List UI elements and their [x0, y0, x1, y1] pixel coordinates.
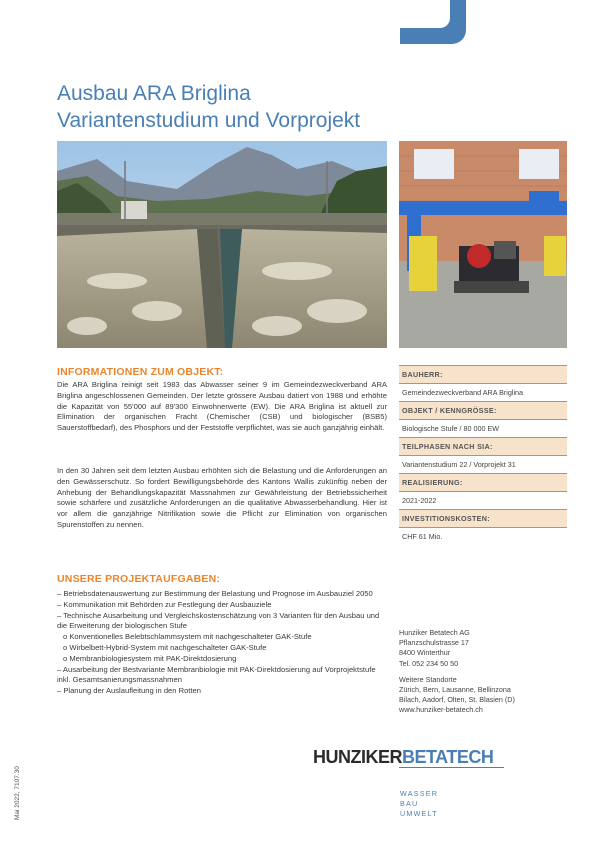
- logo-part-1: HUNZIKER: [313, 747, 402, 767]
- tagline-item: UMWELT: [400, 809, 438, 818]
- list-item: o Membranbiologiesystem mit PAK-Direktdosierung: [63, 653, 237, 663]
- company-logo: [313, 747, 493, 769]
- info-heading: INFORMATIONEN ZUM OBJEKT:: [57, 366, 224, 378]
- investment-label: INVESTITIONSKOSTEN:: [399, 509, 567, 527]
- object-value: Biologische Stufe / 80 000 EW: [399, 419, 567, 437]
- title-line-1: Ausbau ARA Briglina: [57, 82, 251, 105]
- document-date-ref: Mai 2022, 7107.30: [14, 766, 21, 820]
- contact-block: [399, 628, 567, 716]
- info-paragraph-1: Die ARA Briglina reinigt seit 1983 das Abwasser seiner 9 im Gemeindezweckverband ARA Briglina angeschlossenen Gemeinden. Der letzte grössere Ausbau datiert von 1988 und erhöhte die Kapazität von 55'000 auf 89'300 Einwohnerwerte (EW). Die ARA Briglina ist aktuell zur Elimination der organischen Fracht (Chemischer (CSB) und biologischer (BSB5) Sauerstoffbedarf), des Phosphors und der Feststoffe verpflichtet, was sie auch ganzjährig einhält.: [57, 380, 387, 433]
- tagline-item: WASSER: [400, 789, 439, 798]
- project-facts-box: [399, 365, 567, 545]
- phone-number: Tel. 052 234 50 50: [399, 658, 459, 668]
- logo-underline: [399, 767, 504, 768]
- tasks-heading: UNSERE PROJEKTAUFGABEN:: [57, 573, 221, 585]
- list-item: – Kommunikation mit Behörden zur Festlegung der Ausbauziele: [57, 599, 272, 609]
- object-label: OBJEKT / KENNGRÖSSE:: [399, 401, 567, 419]
- tagline-item: BAU: [400, 799, 419, 808]
- page-title: [57, 80, 417, 134]
- phases-label: TEILPHASEN NACH SIA:: [399, 437, 567, 455]
- company-name: Hunziker Betatech AG: [399, 628, 470, 637]
- phases-value: Variantenstudium 22 / Vorprojekt 31: [399, 455, 567, 473]
- logo-part-2: BETATECH: [402, 747, 494, 767]
- tagline: [400, 789, 438, 819]
- list-item: o Wirbelbett-Hybrid-System mit nachgeschalteter GAK-Stufe: [63, 642, 267, 652]
- logo-corner-cutout: [400, 0, 450, 28]
- street-address: Pflanzschulstrasse 17: [399, 638, 469, 648]
- info-paragraph-2: In den 30 Jahren seit dem letzten Ausbau erhöhten sich die Belastung und die Anforderungen an den Gewässerschutz. So fordert Bewilligungsbehörde des Kantons Wallis zukünftig neben der Anhebung der Behandlungskapazität Massnahmen zur Gewährleistung der Betriebssicherheit sowie schärfere und zusätzliche Anforderungen an die qualitative Abwasserbehandlung. Hier ist vor allem die ganzjährige Nitrifikation sowie die Pflicht zur Elimination von organischen Spurenstoffen zu nennen.: [57, 466, 387, 529]
- task-list: [57, 589, 387, 697]
- list-item: – Betriebsdatenauswertung zur Bestimmung der Belastung und Prognose im Ausbauziel 2050: [57, 589, 373, 598]
- client-value: Gemeindezweckverband ARA Briglina: [399, 383, 567, 401]
- treatment-plant-photo: [57, 141, 387, 348]
- list-item: – Technische Ausarbeitung und Vergleichskostenschätzung von 3 Varianten für den Ausbau und die Erweiterung der biologischen Stufe: [57, 610, 380, 631]
- city-address: 8400 Winterthur: [399, 648, 451, 658]
- investment-value: CHF 61 Mio.: [399, 527, 567, 545]
- client-label: BAUHERR:: [399, 365, 567, 383]
- list-item: – Ausarbeitung der Bestvariante Membranbiologie mit PAK-Direktdosierung auf Vorprojektstufe inkl. Gesamtsanierungsmassnahmen: [57, 664, 376, 685]
- realization-label: REALISIERUNG:: [399, 473, 567, 491]
- locations-line-2: Bilach, Aadorf, Olten, St. Blasien (D): [399, 695, 515, 705]
- website-link[interactable]: www.hunziker-betatech.ch: [399, 705, 483, 715]
- locations-label: Weitere Standorte: [399, 674, 457, 684]
- blower-room-photo: [399, 141, 567, 348]
- realization-value: 2021-2022: [399, 491, 567, 509]
- list-item: o Konventionelles Belebtschlammsystem mit nachgeschalteter GAK-Stufe: [63, 632, 312, 642]
- list-item: – Planung der Auslaufleitung in den Rotten: [57, 686, 201, 696]
- locations-line-1: Zürich, Bern, Lausanne, Bellinzona: [399, 685, 511, 695]
- title-line-2: Variantenstudium und Vorprojekt: [57, 109, 361, 132]
